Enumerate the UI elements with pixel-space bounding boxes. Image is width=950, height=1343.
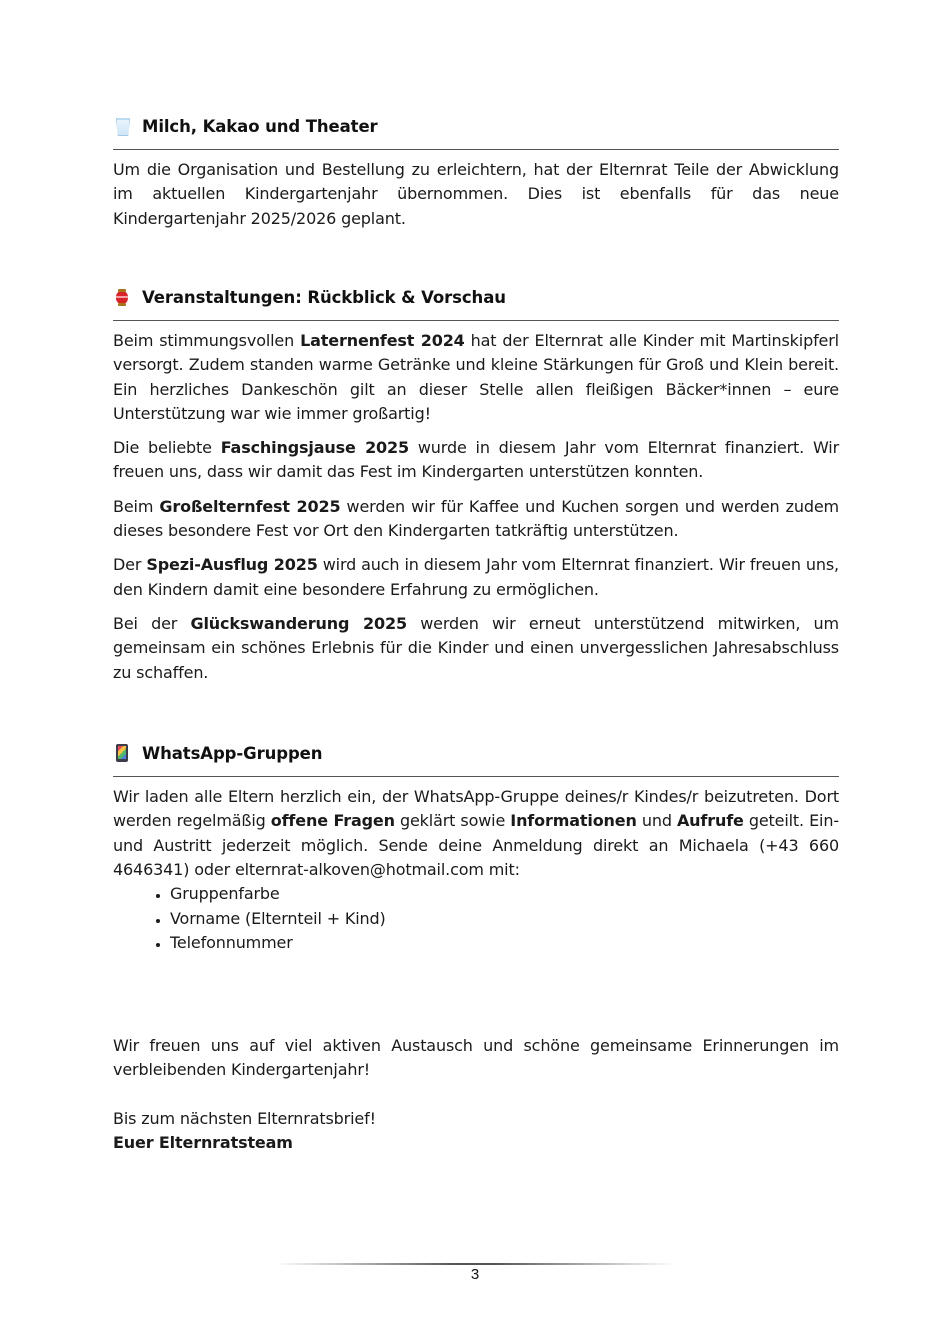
section-divider — [113, 320, 839, 321]
section-title: WhatsApp-Gruppen — [142, 743, 323, 763]
list-item: • Telefonnummer — [170, 931, 839, 956]
footer-divider — [275, 1263, 675, 1265]
paragraph-laternenfest: Beim stimmungsvollen Laternenfest 2024 hat der Elternrat alle Kinder mit Martinskipferl versorgt. Zudem standen warme Getränke und kleine Stärkungen für Groß und Klein bereit. Ein herzliches Dankeschön gilt an dieser Stelle allen fleißigen Bäcker*innen – eure Unterstützung war wie immer großartig! — [113, 331, 839, 423]
section-heading — [113, 113, 839, 139]
milk-glass-icon — [113, 117, 131, 135]
list-item: • Gruppenfarbe — [170, 882, 839, 907]
section-title: Veranstaltungen: Rückblick & Vorschau — [142, 287, 506, 307]
section-heading — [113, 740, 839, 766]
section-milch-kakao-theater — [113, 113, 839, 241]
page-number: 3 — [470, 1266, 480, 1283]
phone-icon — [113, 744, 131, 762]
section-divider — [113, 776, 839, 777]
paragraph: Um die Organisation und Bestellung zu erleichtern, hat der Elternrat Teile der Abwicklung im aktuellen Kindergartenjahr übernommen. Dies ist ebenfalls für das neue Kindergartenjahr 2025/2026 geplant. — [113, 160, 839, 228]
section-veranstaltungen — [113, 284, 839, 695]
bullet-list — [113, 882, 839, 956]
paragraph-whatsapp: Wir laden alle Eltern herzlich ein, der WhatsApp-Gruppe deines/r Kindes/r beizutreten. Dort werden regelmäßig offene Fragen geklärt sowie Informationen und Aufrufe geteilt. Ein- und Austritt jederzeit möglich. Sende deine Anmeldung direkt an Michaela (+43 660 4646341) oder elternrat-alkoven@hotmail.com mit: — [113, 787, 839, 879]
signature: Euer Elternratsteam — [113, 1132, 293, 1152]
paragraph-faschingsjause: Die beliebte Faschingsjause 2025 wurde in diesem Jahr vom Elternrat finanziert. Wir freuen uns, dass wir damit das Fest im Kindergarten unterstützen konnten. — [113, 438, 839, 482]
farewell: Bis zum nächsten Elternratsbrief! — [113, 1108, 376, 1128]
paragraph-grosselternfest: Beim Großelternfest 2025 werden wir für Kaffee und Kuchen sorgen und werden zudem dieses besondere Fest vor Ort den Kindergarten tatkräftig unterstützen. — [113, 496, 839, 541]
list-item: • Vorname (Elternteil + Kind) — [170, 907, 839, 932]
paragraph-spezi-ausflug: Der Spezi-Ausflug 2025 wird auch in diesem Jahr vom Elternrat finanziert. Wir freuen uns, den Kindern damit eine besondere Erfahrung zu ermöglichen. — [113, 555, 839, 599]
paragraph-glueckswanderung: Bei der Glückswanderung 2025 werden wir erneut unterstützend mitwirken, um gemeinsam ein schönes Erlebnis für die Kinder und einen unvergesslichen Jahresabschluss zu schaffen. — [113, 613, 839, 682]
lantern-icon — [113, 288, 131, 306]
section-title: Milch, Kakao und Theater — [142, 116, 378, 136]
section-whatsapp-gruppen — [113, 740, 839, 956]
section-divider — [113, 149, 839, 150]
closing-message: Wir freuen uns auf viel aktiven Austausch und schöne gemeinsame Erinnerungen im verbleibenden Kindergartenjahr! — [113, 1036, 839, 1080]
section-heading — [113, 284, 839, 310]
closing — [113, 1034, 839, 1155]
